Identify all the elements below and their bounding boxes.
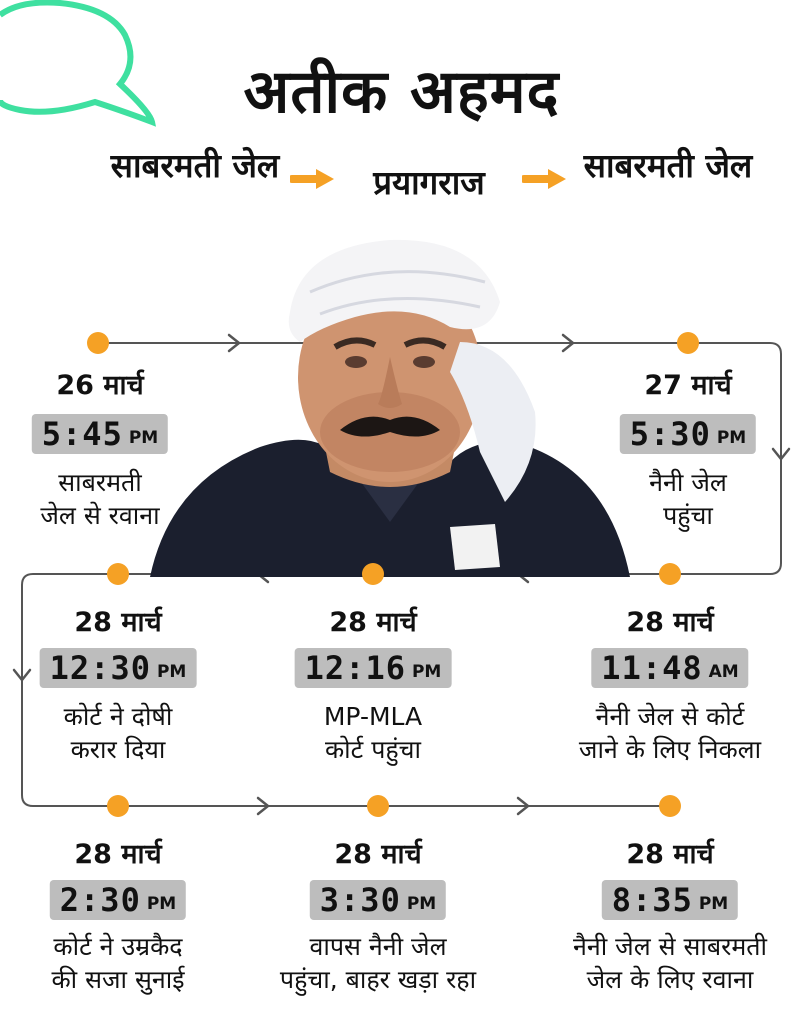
event-description-line: की सजा सुनाई — [51, 965, 185, 994]
route-via: प्रयागराज — [373, 163, 485, 202]
event-description — [0, 930, 253, 996]
timeline-dot — [87, 332, 109, 354]
event-ampm: PM — [128, 428, 159, 448]
event-description-line: नैनी जेल से साबरमती — [572, 932, 768, 961]
event-date: 28 मार्च — [74, 607, 162, 638]
event-time-display — [602, 880, 738, 920]
event-description — [553, 466, 803, 532]
event-date: 28 मार्च — [626, 839, 714, 870]
event-date: 27 मार्च — [644, 370, 732, 401]
timeline-dot — [677, 332, 699, 354]
route-from: साबरमती जेल — [110, 146, 280, 185]
event-description — [228, 930, 528, 996]
event-time: 8:35 — [611, 881, 693, 919]
timeline-dot — [107, 795, 129, 817]
event-time-display — [32, 414, 168, 454]
event-time: 2:30 — [59, 881, 141, 919]
event-time: 12:16 — [304, 649, 406, 687]
timeline-dot — [107, 563, 129, 585]
event-date: 28 मार्च — [626, 607, 714, 638]
event-time: 12:30 — [49, 649, 151, 687]
event-time: 5:45 — [41, 415, 123, 453]
event-description-line: पहुंचा, बाहर खड़ा रहा — [279, 965, 477, 994]
event-time: 5:30 — [629, 415, 711, 453]
event-description-line: साबरमती — [58, 468, 142, 497]
event-date: 28 मार्च — [334, 839, 422, 870]
event-description-line: कोर्ट ने दोषी — [63, 702, 173, 731]
event-description — [0, 700, 253, 766]
page-title: अतीक अहमद — [243, 57, 560, 127]
event-ampm: PM — [698, 894, 729, 914]
event-description-line: करार दिया — [70, 735, 166, 764]
event-ampm: AM — [708, 662, 739, 682]
event-description-line: MP-MLA — [323, 702, 423, 731]
event-description-line: नैनी जेल से कोर्ट — [595, 702, 745, 731]
event-description-line: कोर्ट ने उम्रकैद — [53, 932, 183, 961]
event-description-line: जाने के लिए निकला — [578, 735, 762, 764]
event-description-line: जेल के लिए रवाना — [586, 965, 754, 994]
event-time: 3:30 — [319, 881, 401, 919]
event-time-display — [50, 880, 186, 920]
event-ampm: PM — [146, 894, 177, 914]
timeline-dot — [659, 563, 681, 585]
event-description-line: वापस नैनी जेल — [309, 932, 447, 961]
route-to: साबरमती जेल — [583, 146, 753, 185]
event-time-display — [591, 648, 748, 688]
event-description-line: पहुंचा — [663, 501, 713, 530]
event-date: 28 मार्च — [329, 607, 417, 638]
event-description-line: जेल से रवाना — [40, 501, 160, 530]
event-ampm: PM — [411, 662, 442, 682]
event-date: 28 मार्च — [74, 839, 162, 870]
event-time: 11:48 — [601, 649, 703, 687]
event-description — [520, 700, 803, 766]
event-date: 26 मार्च — [56, 370, 144, 401]
event-description-line: कोर्ट पहुंचा — [324, 735, 422, 764]
event-ampm: PM — [406, 894, 437, 914]
event-ampm: PM — [156, 662, 187, 682]
timeline-dot — [659, 795, 681, 817]
event-time-display — [310, 880, 446, 920]
timeline-dot — [367, 795, 389, 817]
event-description — [238, 700, 508, 766]
event-description-line: नैनी जेल — [649, 468, 727, 497]
event-description — [540, 930, 800, 996]
event-time-display — [295, 648, 452, 688]
event-time-display — [620, 414, 756, 454]
event-time-display — [40, 648, 197, 688]
event-ampm: PM — [716, 428, 747, 448]
event-description — [0, 466, 235, 532]
timeline-dot — [362, 563, 384, 585]
